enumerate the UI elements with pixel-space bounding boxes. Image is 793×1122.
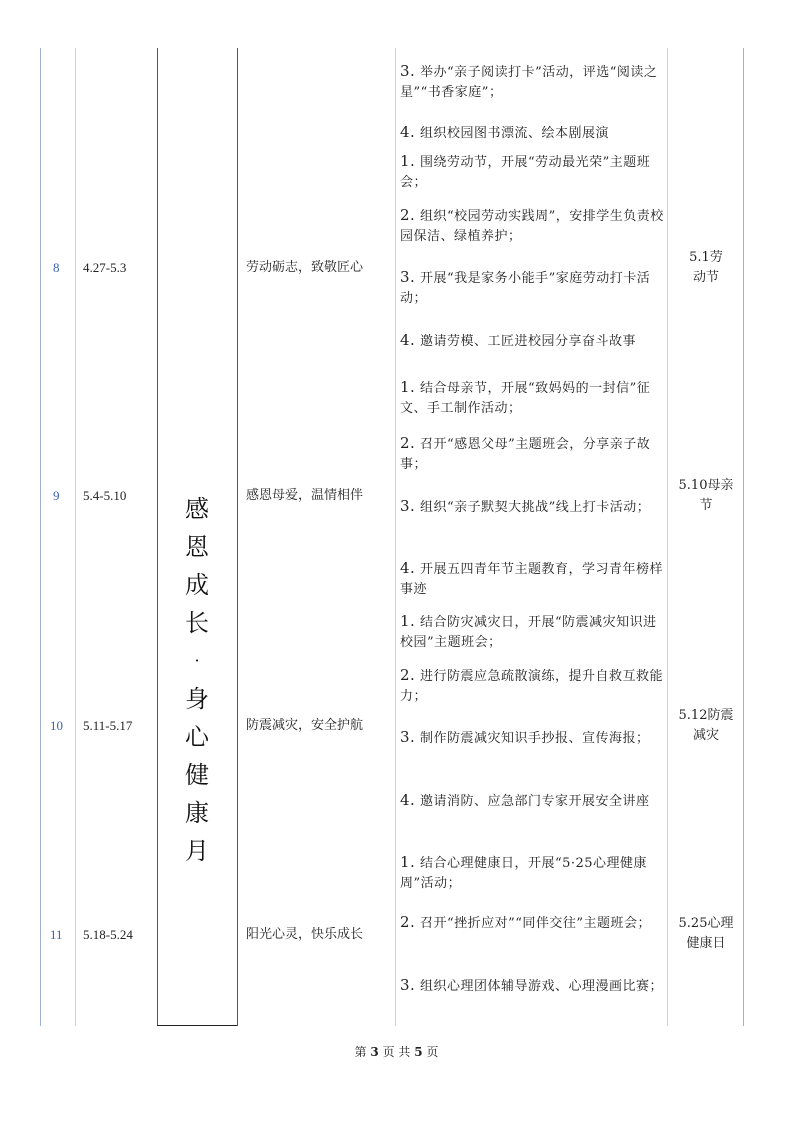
footer-total-pages: 5: [414, 1045, 423, 1059]
theme-char: 身: [185, 685, 209, 713]
row-number: 10: [50, 718, 63, 733]
col-divider-5: [667, 48, 668, 1026]
activity-item: 1. 结合心理健康日，开展“5·25心理健康周”活动；: [400, 853, 648, 891]
table-border-right: [743, 48, 744, 1026]
col-divider-1: [75, 48, 76, 1026]
row-holiday: 5.25心理健康日: [678, 916, 734, 951]
activity-item: 4. 邀请劳模、工匠进校园分享奋斗故事: [400, 331, 636, 349]
footer-page-number: 3: [370, 1045, 379, 1059]
activity-item: 3. 开展“我是家务小能手”家庭劳动打卡活动；: [400, 268, 651, 306]
row-number: 9: [53, 488, 60, 503]
row-holiday: 5.12防震减灾: [678, 708, 734, 743]
activity-item: 3. 组织“亲子默契大挑战”线上打卡活动；: [400, 497, 651, 515]
row-date: 5.11-5.17: [83, 718, 133, 733]
activity-item: 2. 组织“校园劳动实践周”，安排学生负责校园保洁、绿植养护；: [400, 206, 664, 244]
theme-vertical-text: [158, 490, 236, 870]
row-topic: 感恩母爱，温情相伴: [246, 488, 364, 503]
row-date: 4.27-5.3: [83, 260, 127, 275]
theme-char: 恩: [185, 533, 209, 561]
row-topic: 防震减灾，安全护航: [246, 718, 364, 733]
theme-char: 感: [185, 495, 209, 523]
theme-char: 月: [185, 837, 209, 865]
theme-cell-bottom: [157, 1025, 237, 1026]
theme-char: 成: [185, 571, 209, 599]
activity-item: 1. 结合防灾减灾日，开展“防震减灾知识进校园”主题班会；: [400, 612, 657, 650]
activity-item: 2. 进行防震应急疏散演练，提升自救互救能力；: [400, 666, 663, 704]
row-date: 5.4-5.10: [83, 488, 127, 503]
activity-item: 4. 邀请消防、应急部门专家开展安全讲座: [400, 791, 650, 809]
theme-char: 心: [185, 723, 209, 751]
row-number: 8: [53, 260, 60, 275]
col-divider-4: [395, 48, 396, 1026]
row-date: 5.18-5.24: [83, 927, 133, 942]
theme-char: 健: [185, 761, 209, 789]
row-holiday: 5.1劳动节: [689, 250, 723, 285]
activity-item: 4. 开展五四青年节主题教育，学习青年榜样事迹: [400, 559, 663, 597]
table-border-left: [40, 48, 41, 1026]
activity-item: 4. 组织校园图书漂流、绘本剧展演: [400, 123, 609, 141]
activity-item: 1. 结合母亲节，开展“致妈妈的一封信”征文、手工制作活动；: [400, 378, 651, 416]
activity-item: 1. 围绕劳动节，开展“劳动最光荣”主题班会；: [400, 152, 651, 190]
col-divider-3: [237, 48, 238, 1026]
row-topic: 阳光心灵，快乐成长: [246, 927, 364, 942]
theme-char: 康: [185, 799, 209, 827]
theme-char: 长: [185, 609, 209, 637]
row-topic: 劳动砺志，致敬匠心: [246, 260, 364, 275]
activity-item: 2. 召开“感恩父母”主题班会，分享亲子故事；: [400, 434, 651, 472]
footer-suffix: 页: [426, 1045, 439, 1059]
activity-item: 3. 制作防震减灾知识手抄报、宣传海报；: [400, 728, 650, 746]
activity-item: 2. 召开“挫折应对”“同伴交往”主题班会；: [400, 913, 652, 931]
activity-item: 3. 组织心理团体辅导游戏、心理漫画比赛；: [400, 976, 663, 994]
theme-char: ·: [194, 651, 200, 670]
activity-item: 3. 举办“亲子阅读打卡”活动，评选“阅读之星”“书香家庭”；: [400, 62, 658, 100]
page-footer: [0, 1043, 793, 1060]
footer-mid: 页 共: [382, 1045, 411, 1059]
footer-prefix: 第: [354, 1045, 367, 1059]
row-number: 11: [50, 927, 63, 942]
row-holiday: 5.10母亲节: [678, 478, 734, 513]
